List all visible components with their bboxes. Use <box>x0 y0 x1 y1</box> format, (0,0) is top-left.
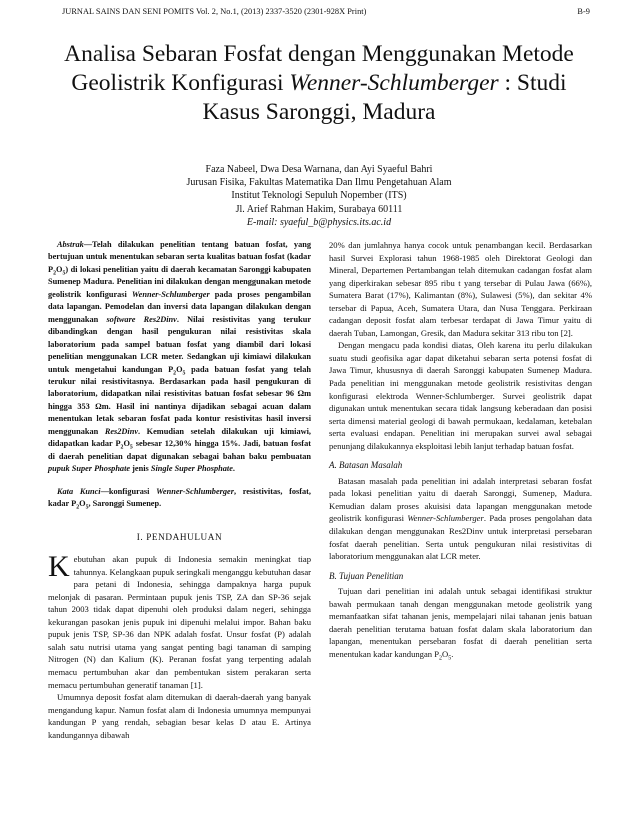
right-paragraph-2: Dengan mengacu pada kondisi diatas, Oleh karena itu perlu dilakukan suatu studi geofisika agar dapat diketahui sebaran serta potensi fosfat di Jawa Timur, khususnya di daerah Saronggi kabupaten Sumenep Madura. Pada penelitian ini menggunakan metode geolistrik resistivitas dengan konfigurasi elektroda Wenner-Schlumberger. Survei geolistrik dapat digunakan untuk menentukan secara tidak langsung keberadaan dan posisi serta dimensi material geologi di bawah permukaan, kedalaman, ketebalan serta evaluasi endapan. Penelitian ini merupakan survei awal sebagai penunjang dilakukannya eksploitasi lebih lanjut terhadap batuan fosfat. <box>329 340 592 451</box>
para-text: Batasan masalah pada penelitian ini adalah interpretasi sebaran fosfat pada lokasi penelitian yaitu di daerah Saronggi, Sumenep, Madura. Kemudian dalam proses akuisisi data lapangan menggunakan metode geolistrik konfigurasi <box>329 475 592 524</box>
sub: 2 <box>76 504 80 511</box>
journal-name: JURNAL SAINS DAN SENI POMITS Vol. 2, No.1, (2013) 2337-3520 (2301-928X Print) <box>62 7 367 16</box>
keywords-italic: Wenner-Schlumberger <box>156 486 234 496</box>
title-part1: Analisa Sebaran Fosfat dengan Menggunakan Metode Geolistrik Konfigurasi <box>64 41 574 96</box>
abstract <box>48 239 311 476</box>
section-heading-pendahuluan: I. PENDAHULUAN <box>136 531 223 542</box>
abstract-italic: Wenner-Schlumberger <box>131 289 210 299</box>
email-label: E-mail <box>246 216 275 228</box>
keywords <box>48 486 311 511</box>
para-text: Tujuan dari penelitian ini adalah untuk sebagai identifikasi struktur bawah permukaan tanah dengan menggunakan metode geolistrik yang memanfaatkan sifat tahanan jenis, mempelajari nilai tahanan jenis batuan daerah penelitian terutama batuan fosfat dalam skala laboratorium dan lapangan, menentukan persebaran fosfat di daerah penelitian serta menentukan kadar kandungan P <box>329 586 592 659</box>
right-paragraph-3 <box>329 475 592 563</box>
keywords-text: —konfigurasi <box>100 486 157 496</box>
intro-paragraph-2: Umumnya deposit fosfat alam ditemukan di daerah-daerah yang banyak mengandung kapur. Namun fosfat alam di Indonesia umumnya mempunyai kandungan P yang rendah, sebagian besar kelas D atau E. Artinya kandungannya dibawah <box>48 692 311 740</box>
sub: 5 <box>129 444 133 451</box>
abstract-italic: Res2Dinv <box>104 426 139 436</box>
keywords-text: O <box>79 499 86 509</box>
author-department: Jurusan Fisika, Fakultas Matematika Dan Ilmu Pengetahuan Alam <box>186 177 452 189</box>
abstract-text: . Kemudian setelah dilakukan uji kimiawi, didapatkan kadar P <box>48 426 311 449</box>
running-header <box>62 7 590 16</box>
page-label: B-9 <box>577 7 590 16</box>
para-text: . Pada proses pengolahan data dilakukan dengan menggunakan Res2Dinv untuk interpretasi persebaran fosfat daerah penelitian. Serta untuk pengukuran nilai resistivitas di laboratorium menggunakan alat LCR meter. <box>329 513 592 562</box>
sub: 5 <box>182 370 186 377</box>
abstract-text: sebesar 12,30% hingga 15%. Jadi, batuan fosfat di daerah penelitian dapat digunakan sebagai bahan baku pembuatan <box>48 439 311 461</box>
right-paragraph-1: 20% dan jumlahnya hanya cocok untuk penambangan kecil. Berdasarkan hasil Survei Explorasi tahun 1968-1985 oleh Direktorat Geologi dan Mineral, Departemen Pertambangan telah ditemukan cadangan fosfat alam yang diperkirakan sebesar 895 ribu t yang tersebar di Pulau Jawa (66%), Sumatera Barat (17%), Kalimantan (8%), Sulawesi (5%), dan sekitar 4% tersebar di Papua, Aceh, Sumatera Utara, dan Nusa Tenggara. Perkiraan cadangan deposit fosfat alam terbesar terdapat di Jawa Timur yaitu di daerah Tuban, Lamongan, Gresik, dan Madura sekitar 313 ribu ton [2]. <box>329 240 592 338</box>
abstract-italic: software Res2Dinv <box>106 314 177 324</box>
sub: 5 <box>85 504 89 511</box>
abstract-italic: Single Super Phosphate <box>150 464 233 474</box>
author-email <box>40 216 598 229</box>
author-institution: Institut Teknologi Sepuluh Nopember (ITS) <box>231 190 407 202</box>
abstract-text: pada batuan fosfat yang telah terukur nilai resistivitasnya. Berdasarkan pada hasil pengukuran di laboratorium, didapatkan nilai resistivitas batuan fosfat sebesar 96 Ωm hingga 353 Ωm. Hasil ini nantinya dijadikan sebagai acuan dalam menentukan letak sebaran fosfat pada kontur resistivitas hasil inversi menggunakan <box>48 364 311 436</box>
drop-cap: K <box>48 550 70 584</box>
right-column <box>329 239 592 661</box>
author-block <box>40 163 598 229</box>
abstract-text: ) di lokasi penelitian yaitu di daerah kecamatan Saronggi kabupaten Sumenep Madura. Penelitian ini dilakukan dengan menggunakan metode geolistrik konfigurasi <box>48 264 311 299</box>
sub: 2 <box>120 444 124 451</box>
sub: 2 <box>53 270 56 277</box>
author-address: Jl. Arief Rahman Hakim, Surabaya 60111 <box>235 203 403 215</box>
abstract-text: pada proses pengambilan data lapangan. Pemodelan dan inversi data lapangan dilakukan dengan menggunakan <box>48 289 311 324</box>
sub: 2 <box>173 370 177 377</box>
intro-text: ebutuhan akan pupuk di Indonesia semakin meningkat tiap tahunnya. Kelangkaan pupuk seringkali menganggu kebutuhan dasar para petani di Indonesia, sehingga dampaknya harga pupuk melonjak di pasaran. Permintaan pupuk jenis TSP, ZA dan SP-36 sejak tahun 2003 tidak dapat dipenuhi oleh produksi dalam negeri, sehingga kekurangan pasokan jenis pupuk ini dipenuhi melalui impor. Bahan baku pupuk jenis TSP, SP-36 dan NPK adalah fosfat. Unsur fosfat (P) adalah salah satu nutrisi utama yang sangat penting bagi tanaman di samping Nitrogen (N) dan Kalium (K). Peranan fosfat yang terpenting adalah memacu pertumbuhan akar dan pembentukan sistem perakaran serta memacu pertumbuhan generatif tanaman [1]. <box>48 554 311 690</box>
keywords-text: , Saronggi Sumenep. <box>88 499 162 509</box>
left-column <box>48 239 311 741</box>
title-italic: Wenner-Schlumberger <box>289 70 499 96</box>
author-names: Faza Nabeel, Dwa Desa Warnana, dan Ayi Syaeful Bahri <box>205 164 433 175</box>
abstract-text: . Nilai resistivitas yang terukur dibandingkan dengan hasil pengukuran nilai resistivitas skala laboratorium pada sampel batuan fosfat yang diambil dari lokasi penelitian menggunakan LCR meter. Sedangkan uji kimiawi dilakukan untuk mengetahui kandungan P <box>48 314 311 374</box>
abstract-text: O <box>123 439 130 449</box>
email-address: : syaeful_b@physics.its.ac.id <box>274 216 392 228</box>
abstract-text: jenis <box>130 464 151 474</box>
abstract-text: O <box>176 364 183 374</box>
para-text: O <box>442 648 449 659</box>
abstract-text: —Telah dilakukan penelitian tentang batuan fosfat, yang bertujuan untuk menentukan sebaran serta kualitas batuan fosfat (kadar P <box>48 240 311 274</box>
keywords-text: , resistivitas, fosfat, kadar P <box>48 486 312 509</box>
sub: 5 <box>448 655 452 662</box>
para-text: . <box>451 648 454 659</box>
abstract-label: Abstrak <box>57 240 84 249</box>
sub: 5 <box>62 270 66 277</box>
abstract-text: . <box>232 464 235 474</box>
keywords-label: Kata Kunci <box>57 486 101 496</box>
title-part2: : Studi Kasus Saronggi, Madura <box>202 70 567 125</box>
subsection-heading-tujuan: B. Tujuan Penelitian <box>329 570 404 581</box>
paper-title <box>40 40 598 127</box>
intro-paragraph-1 <box>48 550 311 691</box>
para-italic: Wenner-Schlumberger <box>407 513 484 524</box>
right-paragraph-4 <box>329 585 592 660</box>
subsection-heading-batasan: A. Batasan Masalah <box>329 460 403 471</box>
sub: 2 <box>439 655 443 662</box>
abstract-italic: pupuk Super Phosphate <box>48 464 131 474</box>
abstract-text: O <box>55 264 63 274</box>
